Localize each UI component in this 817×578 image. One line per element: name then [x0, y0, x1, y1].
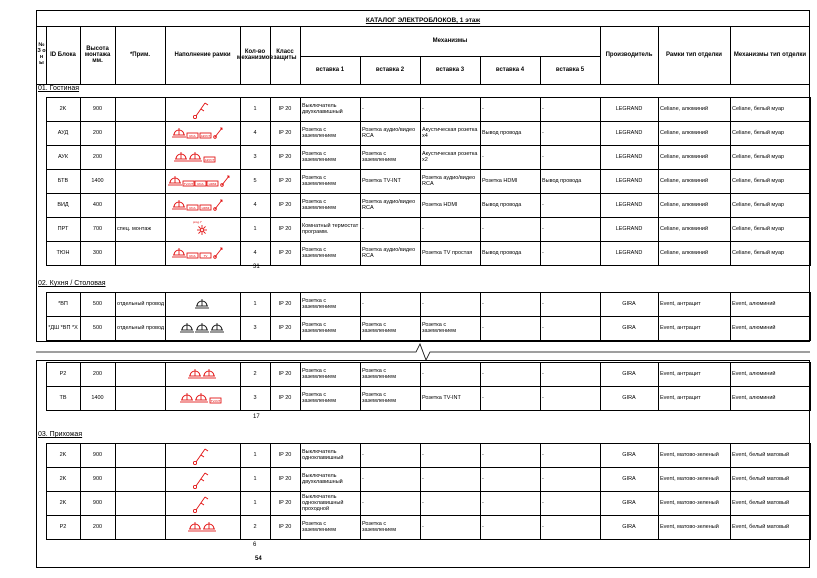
insert-3: - — [422, 105, 424, 112]
zone-title: 03. Прихожая — [38, 431, 83, 438]
insert-5: - — [542, 225, 544, 232]
protection-class: IP 20 — [278, 129, 292, 136]
block-id: *ДШ *ВП *Х — [48, 324, 78, 331]
frame-fill-symbol — [165, 217, 240, 241]
block-id: АУК — [57, 153, 69, 160]
insert-5: - — [542, 523, 544, 530]
insert-1: Выключатель двухклавишный — [302, 472, 343, 485]
insert-4: - — [482, 451, 484, 458]
insert-2: Розетка с заземлением — [362, 520, 397, 533]
frame-fill-symbol — [165, 241, 240, 265]
header-note: *Прим. — [129, 51, 151, 58]
protection-class: IP 20 — [278, 523, 292, 530]
table-row — [0, 241, 817, 265]
insert-3: - — [422, 451, 424, 458]
mechanism-finish: Event, алюминий — [732, 394, 776, 401]
insert-1: Розетка с заземлением — [302, 321, 337, 334]
table-break — [36, 341, 810, 361]
insert-4: Вывод провода — [482, 129, 522, 136]
section-total: 6 — [253, 542, 257, 548]
insert-3: Розетка TV простая — [422, 249, 473, 256]
insert-3: - — [422, 499, 424, 506]
mount-height: 500 — [92, 300, 103, 307]
note — [115, 362, 165, 386]
note — [115, 443, 165, 467]
note — [115, 515, 165, 539]
mechanism-finish: Celiane, белый муар — [732, 177, 785, 184]
insert-1: Розетка с заземлением — [302, 126, 337, 139]
note — [115, 241, 165, 265]
mechanism-count: 4 — [253, 201, 257, 208]
mount-height: 200 — [92, 523, 103, 530]
insert-5: - — [542, 201, 544, 208]
zone-title: 02. Кухня / Столовая — [38, 280, 106, 287]
insert-5: - — [542, 324, 544, 331]
note — [115, 193, 165, 217]
insert-4: - — [482, 394, 484, 401]
header-insert-5: вставка 5 — [555, 67, 585, 74]
protection-class: IP 20 — [278, 201, 292, 208]
frame-finish: Event, антрацит — [660, 300, 701, 307]
manufacturer: GIRA — [622, 499, 636, 506]
block-id: *ВП — [58, 300, 68, 307]
header-zone: № З о н ы — [37, 42, 46, 66]
manufacturer: GIRA — [622, 523, 636, 530]
manufacturer: LEGRAND — [615, 249, 643, 256]
header-insert-3: вставка 3 — [435, 67, 465, 74]
insert-3: - — [422, 225, 424, 232]
frame-finish: Celiane, алюминий — [660, 225, 709, 232]
insert-5: - — [542, 249, 544, 256]
insert-2: Розетка с заземлением — [362, 367, 397, 380]
mechanism-finish: Celiane, белый муар — [732, 225, 785, 232]
mount-height: 1400 — [91, 394, 104, 401]
frame-finish: Celiane, алюминий — [660, 201, 709, 208]
manufacturer: LEGRAND — [615, 225, 643, 232]
block-id: Р2 — [59, 523, 67, 530]
note — [115, 145, 165, 169]
insert-2: Розетка TV-INT — [362, 177, 401, 184]
symbol-label: RCA — [189, 254, 196, 258]
block-id: ВИД — [57, 201, 69, 208]
manufacturer: GIRA — [622, 451, 636, 458]
insert-1: Розетка с заземлением — [302, 367, 337, 380]
frame-fill-symbol — [165, 362, 240, 386]
frame-fill-symbol — [165, 467, 240, 491]
insert-4: - — [482, 499, 484, 506]
insert-4: - — [482, 523, 484, 530]
insert-2: Розетка с заземлением — [362, 321, 397, 334]
insert-1: Выключатель одноклавишный — [302, 448, 344, 461]
manufacturer: GIRA — [622, 370, 636, 377]
protection-class: IP 20 — [278, 370, 292, 377]
protection-class: IP 20 — [278, 499, 292, 506]
insert-2: Розетка аудио/видео RCA — [362, 198, 416, 211]
mount-height: 400 — [92, 201, 103, 208]
mount-height: 900 — [92, 105, 103, 112]
protection-class: IP 20 — [278, 394, 292, 401]
header-count: Кол-во механизмов — [236, 48, 274, 61]
insert-4: - — [482, 225, 484, 232]
note — [115, 467, 165, 491]
insert-1: Розетка с заземлением — [302, 297, 337, 310]
frame-fill-symbol — [165, 515, 240, 539]
frame-finish: Event, матово-зеленый — [660, 475, 719, 482]
frame-fill-symbol — [165, 121, 240, 145]
symbol-label: HDMI — [208, 182, 217, 186]
header-protection: Класс защиты — [273, 48, 297, 61]
mechanism-count: 3 — [253, 153, 257, 160]
table-row — [0, 193, 817, 217]
table-row — [0, 386, 817, 410]
frame-finish: Celiane, алюминий — [660, 105, 709, 112]
mount-height: 200 — [92, 153, 103, 160]
mount-height: 300 — [92, 249, 103, 256]
insert-3: - — [422, 475, 424, 482]
note — [115, 97, 165, 121]
note: спец. монтаж — [117, 225, 152, 232]
manufacturer: LEGRAND — [615, 105, 643, 112]
frame-finish: Event, антрацит — [660, 324, 701, 331]
symbol-label: TV — [203, 254, 208, 258]
insert-3: Розетка с заземлением — [422, 321, 457, 334]
insert-1: Розетка с заземлением — [302, 150, 337, 163]
insert-5: - — [542, 394, 544, 401]
manufacturer: GIRA — [622, 324, 636, 331]
symbol-label: TV-INT — [183, 182, 194, 186]
mechanism-count: 1 — [253, 451, 257, 458]
mount-height: 500 — [92, 324, 103, 331]
insert-4: - — [482, 324, 484, 331]
frame-finish: Event, антрацит — [660, 394, 701, 401]
section-total: 31 — [253, 264, 260, 270]
frame-finish: Event, матово-зеленый — [660, 499, 719, 506]
mechanism-count: 1 — [253, 300, 257, 307]
note: отдельный провод — [117, 300, 165, 307]
mechanism-finish: Celiane, белый муар — [732, 129, 785, 136]
table-row — [0, 467, 817, 491]
insert-1: Розетка с заземлением — [302, 246, 337, 259]
mechanism-count: 3 — [253, 394, 257, 401]
insert-5: - — [542, 105, 544, 112]
header-maker: Производитель — [605, 51, 653, 58]
frame-fill-symbol — [165, 316, 240, 340]
mechanism-count: 1 — [253, 475, 257, 482]
section-total: 17 — [253, 414, 260, 420]
mechanism-count: 3 — [253, 324, 257, 331]
mount-height: 200 — [92, 370, 103, 377]
mount-height: 900 — [92, 475, 103, 482]
protection-class: IP 20 — [278, 153, 292, 160]
insert-1: Выключатель двухклавишный — [302, 102, 343, 115]
mechanism-finish: Event, алюминий — [732, 324, 776, 331]
insert-1: Розетка с заземлением — [302, 520, 337, 533]
insert-4: - — [482, 370, 484, 377]
table-row — [0, 292, 817, 316]
block-id: 2K — [59, 105, 67, 112]
insert-2: Розетка с заземлением — [362, 391, 397, 404]
note: отдельный провод — [117, 324, 165, 331]
grand-total: 54 — [255, 556, 262, 562]
mechanism-count: 1 — [253, 105, 257, 112]
insert-3: - — [422, 370, 424, 377]
table-row — [0, 97, 817, 121]
mount-height: 200 — [92, 129, 103, 136]
table-row — [0, 515, 817, 539]
header-mechanisms: Механизмы — [432, 38, 468, 45]
protection-class: IP 20 — [278, 324, 292, 331]
block-id: Р2 — [59, 370, 67, 377]
block-id: 2K — [59, 475, 67, 482]
mechanism-finish: Celiane, белый муар — [732, 249, 785, 256]
insert-2: Розетка аудио/видео RCA — [362, 246, 416, 259]
frame-fill-symbol — [165, 292, 240, 316]
note — [115, 121, 165, 145]
header-id: ID Блока — [50, 51, 76, 58]
frame-finish: Celiane, алюминий — [660, 153, 709, 160]
insert-4: - — [482, 105, 484, 112]
frame-fill-symbol — [165, 193, 240, 217]
protection-class: IP 20 — [278, 249, 292, 256]
insert-2: Розетка аудио/видео RCA — [362, 126, 416, 139]
mechanism-count: 1 — [253, 225, 257, 232]
mechanism-count: 4 — [253, 249, 257, 256]
table-row — [0, 217, 817, 241]
insert-2: - — [362, 499, 364, 506]
mechanism-finish: Event, белый матовый — [732, 475, 790, 482]
insert-5: - — [542, 451, 544, 458]
insert-3: Розетка HDMI — [422, 201, 458, 208]
insert-1: Розетка с заземлением — [302, 198, 337, 211]
mount-height: 900 — [92, 499, 103, 506]
protection-class: IP 20 — [278, 225, 292, 232]
table-row — [0, 491, 817, 515]
mechanism-count: 2 — [253, 370, 257, 377]
symbol-label: RCA — [197, 182, 204, 186]
protection-class: IP 20 — [278, 451, 292, 458]
insert-2: - — [362, 300, 364, 307]
symbol-label: RCA — [189, 206, 196, 210]
insert-4: - — [482, 153, 484, 160]
mechanism-count: 5 — [253, 177, 257, 184]
table-row — [0, 443, 817, 467]
manufacturer: LEGRAND — [615, 201, 643, 208]
insert-5: - — [542, 153, 544, 160]
manufacturer: LEGRAND — [615, 153, 643, 160]
insert-3: Розетка аудио/видео RCA — [422, 174, 476, 187]
manufacturer: LEGRAND — [615, 177, 643, 184]
header-fill: Наполнение рамки — [174, 51, 231, 58]
frame-fill-symbol — [165, 443, 240, 467]
insert-4: - — [482, 300, 484, 307]
header-mech-type: Механизмы тип отделки — [733, 51, 807, 58]
mount-height: 900 — [92, 451, 103, 458]
mechanism-finish: Event, белый матовый — [732, 523, 790, 530]
frame-fill-symbol — [165, 386, 240, 410]
insert-5: Вывод провода — [542, 177, 582, 184]
insert-2: - — [362, 451, 364, 458]
table-row — [0, 145, 817, 169]
protection-class: IP 20 — [278, 300, 292, 307]
mechanism-finish: Celiane, белый муар — [732, 201, 785, 208]
table-row — [0, 316, 817, 340]
mechanism-finish: Event, белый матовый — [732, 451, 790, 458]
frame-finish: Event, матово-зеленый — [660, 451, 719, 458]
symbol-label: АКУСТ — [200, 134, 211, 138]
insert-5: - — [542, 300, 544, 307]
manufacturer: GIRA — [622, 300, 636, 307]
header-insert-2: вставка 2 — [375, 67, 405, 74]
symbol-label: HDMI — [201, 206, 210, 210]
note — [115, 386, 165, 410]
insert-2: - — [362, 475, 364, 482]
note — [115, 169, 165, 193]
protection-class: IP 20 — [278, 475, 292, 482]
header-insert-4: вставка 4 — [495, 67, 525, 74]
mechanism-finish: Celiane, белый муар — [732, 105, 785, 112]
insert-1: Комнатный термостат программ. — [302, 222, 359, 235]
mechanism-count: 4 — [253, 129, 257, 136]
mechanism-finish: Celiane, белый муар — [732, 153, 785, 160]
table-row — [0, 121, 817, 145]
manufacturer: GIRA — [622, 475, 636, 482]
insert-2: - — [362, 105, 364, 112]
frame-fill-symbol — [165, 97, 240, 121]
insert-4: - — [482, 475, 484, 482]
insert-5: - — [542, 370, 544, 377]
block-id: БТВ — [57, 177, 69, 184]
table-row — [0, 169, 817, 193]
mount-height: 700 — [92, 225, 103, 232]
block-id: 2K — [59, 499, 67, 506]
insert-5: - — [542, 499, 544, 506]
insert-1: Выключатель одноклавишный проходной — [302, 493, 344, 513]
insert-3: - — [422, 523, 424, 530]
table-row — [0, 362, 817, 386]
mechanism-finish: Event, алюминий — [732, 300, 776, 307]
page-title: КАТАЛОГ ЭЛЕКТРОБЛОКОВ, 1 этаж — [365, 17, 481, 24]
insert-5: - — [542, 129, 544, 136]
block-id: ТЮН — [56, 249, 70, 256]
header-insert-1: вставка 1 — [315, 67, 345, 74]
manufacturer: GIRA — [622, 394, 636, 401]
insert-3: Акустическая розетка x4 — [422, 126, 478, 139]
mount-height: 1400 — [91, 177, 104, 184]
zone-title: 01. Гостиная — [38, 85, 80, 92]
mechanism-finish: Event, белый матовый — [732, 499, 790, 506]
mechanism-count: 1 — [253, 499, 257, 506]
note — [115, 491, 165, 515]
insert-4: Вывод провода — [482, 249, 522, 256]
insert-4: Розетка HDMI — [482, 177, 518, 184]
symbol-label: TV-INT — [210, 399, 221, 403]
insert-5: - — [542, 475, 544, 482]
block-id: ПРТ — [57, 225, 69, 232]
block-id: ТВ — [59, 394, 67, 401]
header-height: Высота монтажа мм. — [84, 45, 111, 65]
protection-class: IP 20 — [278, 177, 292, 184]
block-id: АУД — [57, 129, 69, 136]
insert-2: Розетка с заземлением — [362, 150, 397, 163]
header-frame-type: Рамки тип отделки — [666, 51, 722, 58]
insert-1: Розетка с заземлением — [302, 391, 337, 404]
frame-fill-symbol — [165, 169, 240, 193]
frame-fill-symbol — [165, 491, 240, 515]
frame-fill-symbol — [165, 145, 240, 169]
insert-2: - — [362, 225, 364, 232]
frame-finish: Celiane, алюминий — [660, 177, 709, 184]
frame-finish: Celiane, алюминий — [660, 129, 709, 136]
mechanism-count: 2 — [253, 523, 257, 530]
protection-class: IP 20 — [278, 105, 292, 112]
manufacturer: LEGRAND — [615, 129, 643, 136]
frame-finish: Event, матово-зеленый — [660, 523, 719, 530]
symbol-label: RCA — [189, 134, 196, 138]
frame-finish: Event, антрацит — [660, 370, 701, 377]
symbol-label: prog.t° — [193, 220, 202, 224]
insert-3: Розетка TV-INT — [422, 394, 461, 401]
symbol-label: АКУСТ — [204, 158, 215, 162]
insert-1: Розетка с заземлением — [302, 174, 337, 187]
frame-finish: Celiane, алюминий — [660, 249, 709, 256]
insert-4: Вывод провода — [482, 201, 522, 208]
block-id: 2K — [59, 451, 67, 458]
insert-3: - — [422, 300, 424, 307]
mechanism-finish: Event, алюминий — [732, 370, 776, 377]
insert-3: Акустическая розетка x2 — [422, 150, 478, 163]
